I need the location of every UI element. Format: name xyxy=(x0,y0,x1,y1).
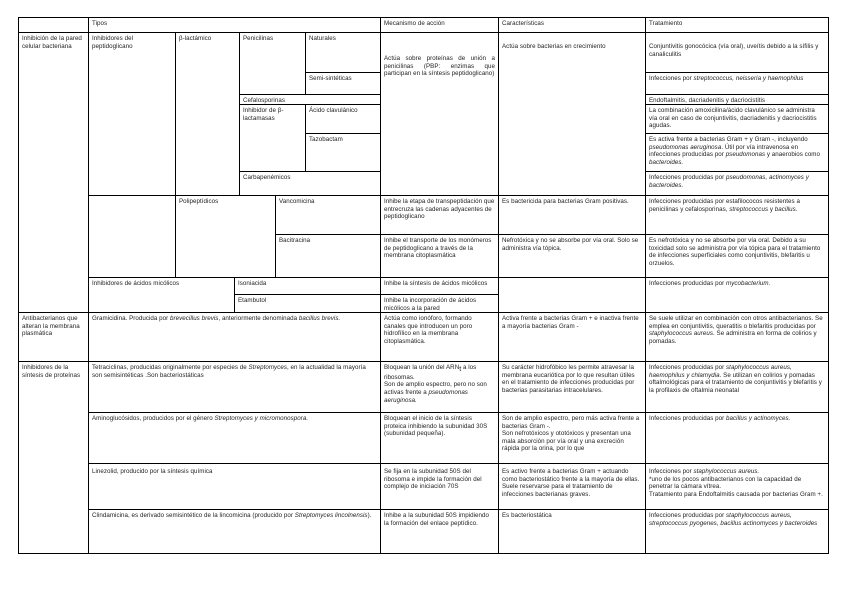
header-tipos: Tipos xyxy=(89,18,381,33)
tratamiento-micolicos: Infecciones producidas por mycobacterium. xyxy=(646,278,829,313)
caracteristicas-tetraciclinas: Su carácter hidrofóbico les permite atravesar la membrana eucariótica por lo que resultan útiles en el tratamiento de infecciones producidas por bacterias parasitarias intracelulares. xyxy=(499,362,646,413)
tratamiento-cefalosporinas: Endoftalmitis, dacriadenitis y dacriocistitis xyxy=(646,95,829,105)
carbapenemicos: Carbapenémicos xyxy=(240,172,381,196)
mecanismo-clindamicina: Inhibe a la subunidad 50S impidiendo la formación del enlace peptídico. xyxy=(381,510,499,554)
tratamiento-bacitracina: Es nefrotóxica y no se absorbe por vía oral. Debido a su toxicidad solo se administra por vía tópica para el tratamiento de infecciones superficiales como conjuntivitis, blefaritis u orzuelos. xyxy=(646,235,829,278)
caracteristicas-aminoglucosidos: Son de amplio espectro, pero más activa frente a bacterias Gram -. Son nefrotóxicos y ototóxicos y presentan una mala absorción por vía oral y una excreción rápida por la orina, por lo que xyxy=(499,413,646,464)
penicilinas: Penicilinas xyxy=(240,33,306,95)
blank-polipeptidicos-left xyxy=(89,196,176,278)
caracteristicas-vancomicina: Es bactericida para bacterias Gram positivas. xyxy=(499,196,646,235)
inhibidores-peptidoglicano: Inhibidores del peptidoglicano xyxy=(89,33,176,196)
bacitracina: Bacitracina xyxy=(276,235,381,278)
mecanismo-vancomicina: Inhibe la etapa de transpeptidación que entrecruza las cadenas adyacentes de peptidoglicano xyxy=(381,196,499,235)
mecanismo-aminoglucosidos: Bloquean el inicio de la síntesis proteica inhibiendo la subunidad 30S (subunidad pequeña). xyxy=(381,413,499,464)
beta-lactamico: β-lactámico xyxy=(176,33,240,196)
caracteristicas-bacitracina: Nefrotóxica y no se absorbe por vía oral. Solo se administra vía tópica. xyxy=(499,235,646,278)
penicilinas-naturales: Naturales xyxy=(306,33,381,73)
etambutol: Etambutol xyxy=(235,295,381,313)
group-sintesis-proteinas: Inhibidores de la síntesis de proteínas xyxy=(19,362,89,554)
caracteristicas-clindamicina: Es bacteriostática xyxy=(499,510,646,554)
mecanismo-isoniacida: Inhibe la síntesis de ácidos micólicos xyxy=(381,278,499,295)
tratamiento-linezolid: Infecciones por staphylococcus aureus. *uno de los pocos antibacterianos con la capacidad de penetrar la cámara vítrea. Tratamiento para Endoftalmitis causada por bacterias Gram +. xyxy=(646,464,829,510)
mecanismo-etambutol: Inhibe la incorporación de ácidos micólicos a la pared xyxy=(381,295,499,313)
caracteristicas-betalactamicos: Actúa sobre bacterias en crecimiento xyxy=(499,33,646,196)
acido-clavulanico: Ácido clavulánico xyxy=(306,105,381,134)
aminoglucosidos: Aminoglucósidos, producidos por el género Streptomyces y micromonospora. xyxy=(89,413,381,464)
penicilinas-semisinteticas: Semi-sintéticas xyxy=(306,73,381,95)
tratamiento-naturales: Conjuntivitis gonocócica (vía oral), uveítis debido a la sífilis y canaliculitis xyxy=(646,33,829,73)
header-tratamiento: Tratamiento xyxy=(646,18,829,33)
tratamiento-tazobactam: Es activa frente a bacterias Gram + y Gram -, incluyendo pseudomonas aeruginosa. Útil por vía intravenosa en infecciones producidas por pseudomonas y anaerobios como bacteroides. xyxy=(646,134,829,172)
mecanismo-linezolid: Se fija en la subunidad 50S del ribosoma e impide la formación del complejo de iniciación 70S xyxy=(381,464,499,510)
antibiotics-table xyxy=(18,17,829,554)
tetraciclinas: Tetraciclinas, producidas originalmente por especies de Streptomyces, en la actualidad la mayoría son semisintéticas .Son bacteriostáticas xyxy=(89,362,381,413)
mecanismo-bacitracina: Inhibe el transporte de los monómeros de peptidoglicano a través de la membrana citoplasmática xyxy=(381,235,499,278)
mecanismo-gramicidina: Actúa como ionóforo, formando canales que introducen un poro hidrofílico en la membrana citoplasmática. xyxy=(381,313,499,362)
header-blank xyxy=(19,18,89,33)
tratamiento-gramicidina: Se suele utilizar en combinación con otros antibacterianos. Se emplea en conjuntivitis, queratitis o blefaritis producidas por staphylococcus aureus. Se administra en forma de colirios y pomadas. xyxy=(646,313,829,362)
polipeptidicos: Polipeptídicos xyxy=(176,196,276,278)
caracteristicas-micolicos xyxy=(499,278,646,313)
header-caracteristicas: Características xyxy=(499,18,646,33)
caracteristicas-linezolid: Es activo frente a bacterias Gram + actuando como bacteriostático frente a la mayoría de ellas. Suele reservarse para el tratamiento de infecciones bacterianas graves. xyxy=(499,464,646,510)
tratamiento-aminoglucosidos: Infecciones producidas por bacillus y actinomyces. xyxy=(646,413,829,464)
tratamiento-clindamicina: Infecciones producidas por staphylococcus aureus, streptococcus pyogenes, bacillus actinomyces y bacteroides xyxy=(646,510,829,554)
inhibidores-acidos-micolicos: Inhibidores de ácidos micólicos xyxy=(89,278,235,313)
cefalosporinas: Cefalosporinas xyxy=(240,95,381,105)
inhibidor-betalactamasas: Inhibidor de β-lactamasas xyxy=(240,105,306,172)
tratamiento-acido-clavulanico: La combinación amoxicilina/ácido clavulánico se administra vía oral en caso de conjuntivitis, dacriadenitis y dacriocistitis agudas. xyxy=(646,105,829,134)
linezolid: Linezolid, producido por la síntesis química xyxy=(89,464,381,510)
tratamiento-carbapenemicos: Infecciones producidas por pseudomonas, actinomyces y bacteroides. xyxy=(646,172,829,196)
caracteristicas-gramicidina: Activa frente a bacterias Gram + e inactiva frente a mayoría bacterias Gram - xyxy=(499,313,646,362)
group-membrana: Antibacterianos que alteran la membrana plasmática xyxy=(19,313,89,362)
vancomicina: Vancomicina xyxy=(276,196,381,235)
tazobactam: Tazobactam xyxy=(306,134,381,172)
isoniacida: Isoniacida xyxy=(235,278,381,295)
tratamiento-tetraciclinas: Infecciones producidas por staphylococcus aureus, haemophilus y chlamydia. Se utilizan en colirios y pomadas oftalmológicas para el tratamiento de conjuntivitis y blefaritis y la profilaxis de oftalmia neonatal xyxy=(646,362,829,413)
group-pared-celular: Inhibición de la pared celular bacteriana xyxy=(19,33,89,313)
tratamiento-vancomicina: Infecciones producidas por estafilococos resistentes a penicilinas y cefalosporinas, streptococcus y bacillus. xyxy=(646,196,829,235)
clindamicina: Clindamicina, es derivado semisintético de la lincomicina (producido por Streptomyces lincolnensis). xyxy=(89,510,381,554)
mecanismo-betalactamicos: Actúa sobre proteínas de unión a penicilinas (PBP: enzimas que participan en la síntesis peptidoglicano) xyxy=(381,33,499,196)
tratamiento-semisinteticas: Infecciones por streptococcus, neisseria y haemophilus xyxy=(646,73,829,95)
mecanismo-tetraciclinas: Bloquean la unión del $ARN_t$ a los ribosomas. Son de amplio espectro, pero no son activas frente a pseudomonas aeruginosa. xyxy=(381,362,499,413)
header-mecanismo: Mecanismo de acción xyxy=(381,18,499,33)
gramicidina: Gramicidina. Producida por brevecillus brevis, anteriormente denominada bacillus brevis. xyxy=(89,313,381,362)
